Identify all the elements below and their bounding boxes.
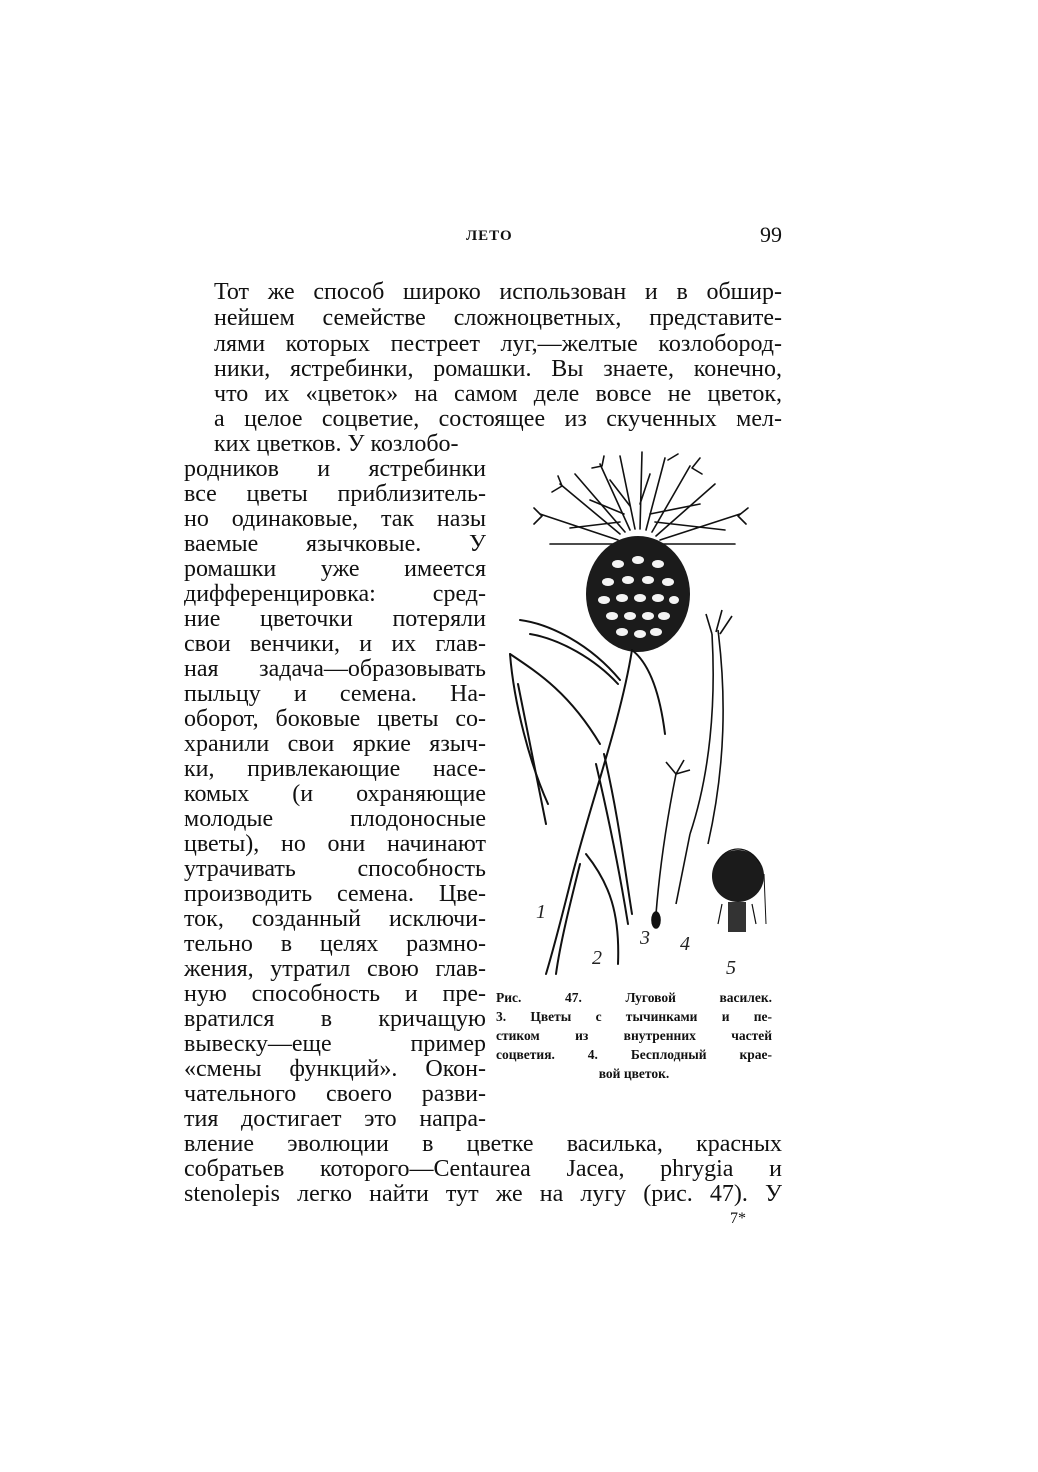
page-number: 99 <box>760 222 782 247</box>
text-line: цветы), но они начинают <box>184 831 486 857</box>
figure-caption <box>496 988 772 1083</box>
floret-fertile <box>652 760 690 928</box>
figure-label-3: 3 <box>640 927 650 949</box>
text-line: лями которых пестреет луг,—желтые козлобород- <box>214 331 782 357</box>
text-line: ники, ястребинки, ромашки. Вы знаете, конечно, <box>214 356 782 382</box>
text-line: «смены функций». Окон- <box>184 1056 486 1082</box>
text-line: свои венчики, и их глав- <box>184 631 486 657</box>
stem-and-leaves <box>510 620 665 974</box>
caption-line: стиком из внутренних частей <box>496 1028 772 1043</box>
figure-label-5: 5 <box>726 957 736 979</box>
text-line: утрачивать способность <box>184 856 486 882</box>
text-line: ки, привлекающие насе- <box>184 756 486 782</box>
text-line: комых (и охраняющие <box>184 781 486 807</box>
running-title: ЛЕТО <box>466 228 513 244</box>
flower-florets <box>534 452 748 544</box>
text-line: ромашки уже имеется <box>184 556 486 582</box>
caption-line: 3. Цветы с тычинками и пе- <box>496 1009 772 1024</box>
text-line: ную способность и пре- <box>184 981 486 1007</box>
text-line: Тот же способ широко использован и в обшир- <box>214 279 782 305</box>
text-line: что их «цветок» на самом деле вовсе не цветок, <box>214 381 782 407</box>
text-line: ние цветочки потеряли <box>184 606 486 632</box>
text-line: ваемые язычковые. У <box>184 531 486 557</box>
text-line: родников и ястребинки <box>184 456 486 482</box>
caption-line: вой цветок. <box>598 1066 670 1081</box>
text-line: вывеску—еще пример <box>184 1031 486 1057</box>
figure-label-2: 2 <box>592 947 602 969</box>
text-line: дифференцировка: сред- <box>184 581 486 607</box>
text-line: вление эволюции в цветке василька, красных <box>184 1131 782 1157</box>
text-line: собратьев которого—Centaurea Jacea, phrygia и <box>184 1156 782 1182</box>
text-line: ких цветков. У козлобо- <box>214 431 459 457</box>
figure-label-4: 4 <box>680 933 690 955</box>
printer-signature: 7* <box>730 1210 746 1227</box>
text-line: нейшем семействе сложноцветных, представите- <box>214 305 782 331</box>
text-line: хранили свои яркие языч- <box>184 731 486 757</box>
text-line: ток, созданный исключи- <box>184 906 486 932</box>
cornflower-illustration <box>500 444 785 984</box>
text-line: вратился в кричащую <box>184 1006 486 1032</box>
text-line: тельно в целях размно- <box>184 931 486 957</box>
text-line: чательного своего разви- <box>184 1081 486 1107</box>
text-line: stenolepis легко найти тут же на лугу (рис. 47). У <box>184 1181 782 1207</box>
caption-line: Рис. 47. Луговой василек. <box>496 990 772 1005</box>
text-line: производить семена. Цве- <box>184 881 486 907</box>
text-line: жения, утратил свою глав- <box>184 956 486 982</box>
text-line: тия достигает это напра- <box>184 1106 486 1132</box>
text-line: оборот, боковые цветы со- <box>184 706 486 732</box>
text-line: но одинаковые, так назы <box>184 506 486 532</box>
caption-line: соцветия. 4. Бесплодный крае- <box>496 1047 772 1062</box>
text-line: пыльцу и семена. На- <box>184 681 486 707</box>
text-line: ная задача—образовывать <box>184 656 486 682</box>
achene-with-pappus <box>712 849 766 932</box>
text-line: а целое соцветие, состоящее из скученных мел- <box>214 406 782 432</box>
text-line: все цветы приблизитель- <box>184 481 486 507</box>
figure-label-1: 1 <box>536 901 546 923</box>
flower-involucre <box>586 536 690 652</box>
text-line: молодые плодоносные <box>184 806 486 832</box>
